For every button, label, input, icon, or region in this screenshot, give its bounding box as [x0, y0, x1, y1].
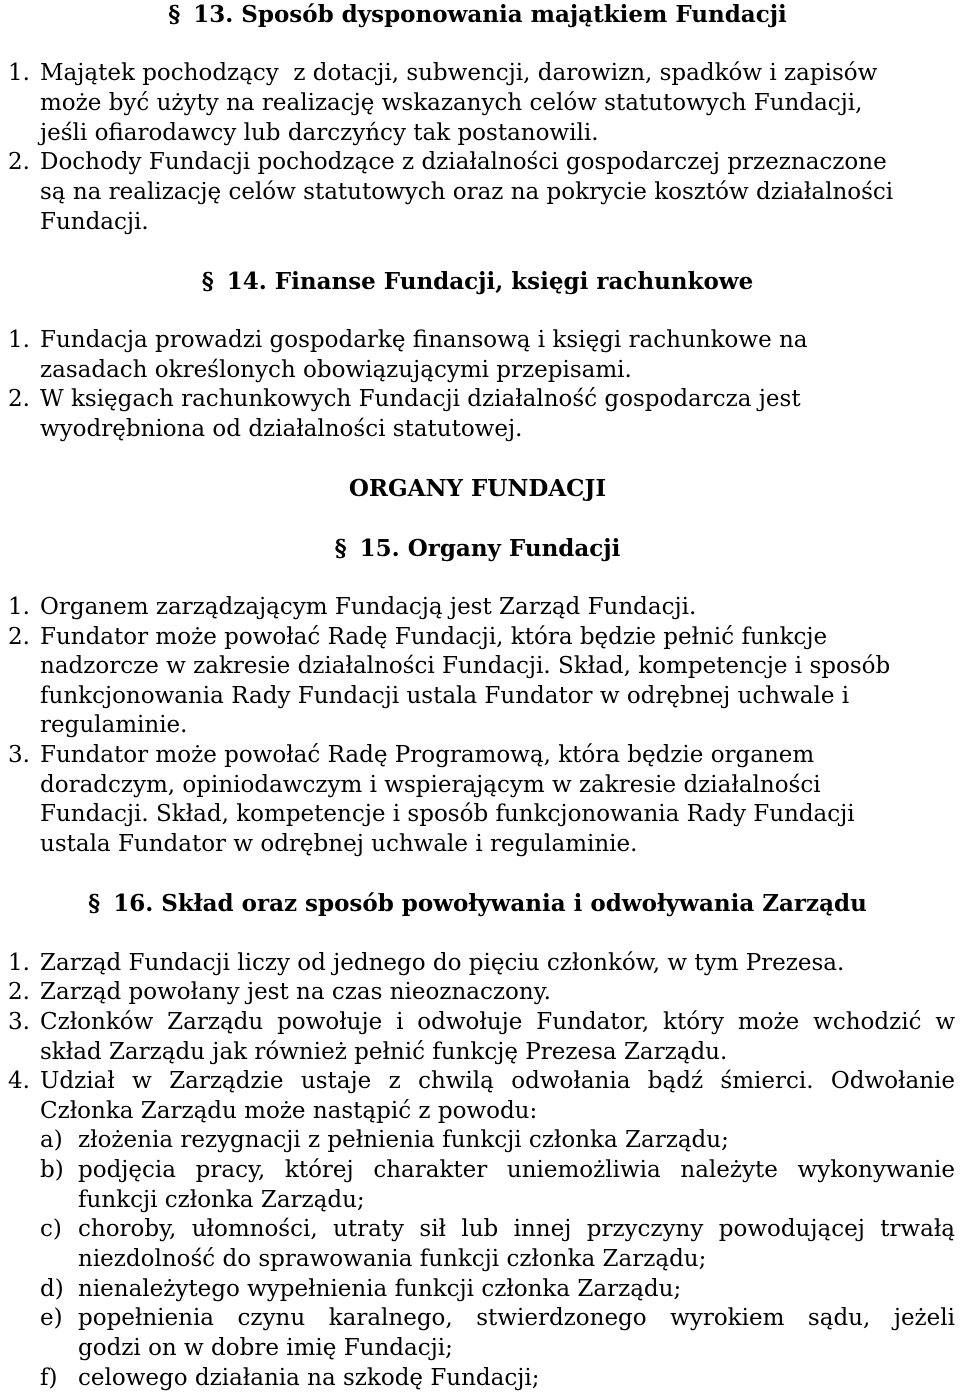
list-item-continuation: [0, 711, 955, 741]
sub-list-item-continuation: [0, 1186, 955, 1216]
section-title: 15. Organy Fundacji: [359, 534, 621, 562]
sub-list-item-continuation: [0, 1245, 955, 1275]
list-item: [0, 978, 955, 1008]
subitem-text: złożenia rezygnacji z pełnienia funkcji członka Zarządu;: [78, 1127, 729, 1154]
section-heading: [0, 267, 955, 297]
item-text: Fundator może powołać Radę Fundacji, która będzie pełnić funkcje: [40, 623, 828, 650]
sub-list-item: [0, 1304, 955, 1334]
subitem-letter: f): [40, 1364, 58, 1391]
item-number: 1.: [8, 60, 30, 87]
list-item: [0, 741, 955, 771]
list-item-continuation: [0, 89, 955, 119]
item-text: regulaminie.: [40, 712, 188, 739]
section-title: 16. Skład oraz sposób powoływania i odwoływania Zarządu: [113, 890, 867, 918]
item-text: ustala Fundator w odrębnej uchwale i regulaminie.: [40, 831, 638, 857]
subitem-text: popełnienia czynu karalnego, stwierdzonego wyrokiem sądu, jeżeli: [78, 1305, 955, 1332]
subitem-letter: a): [40, 1127, 63, 1154]
item-number: 1.: [8, 593, 30, 620]
item-text: Fundacja prowadzi gospodarkę finansową i księgi rachunkowe na: [40, 327, 808, 354]
sub-list-item: [0, 1364, 955, 1394]
subitem-text: funkcji członka Zarządu;: [78, 1186, 365, 1213]
item-text: funkcjonowania Rady Fundacji ustala Fundator w odrębnej uchwale i: [40, 682, 850, 709]
list-item-continuation: [0, 771, 955, 801]
section-sign: §: [201, 267, 214, 295]
list-item-continuation: [0, 208, 955, 238]
item-text: W księgach rachunkowych Fundacji działalność gospodarcza jest: [40, 386, 801, 413]
item-number: 1.: [8, 327, 30, 354]
section-title: 13. Sposób dysponowania majątkiem Fundacji: [193, 1, 787, 28]
list-item: [0, 949, 955, 979]
subitem-letter: e): [40, 1305, 63, 1332]
item-number: 3.: [8, 1008, 30, 1035]
list-item-continuation: [0, 830, 955, 860]
subitem-letter: d): [40, 1275, 64, 1302]
section-sign: §: [334, 534, 347, 562]
item-text: jeśli ofiarodawcy lub darczyńcy tak postanowili.: [40, 119, 599, 146]
list-item-continuation: [0, 682, 955, 712]
list-item: [0, 385, 955, 415]
section-sign: §: [168, 1, 181, 28]
item-text: Dochody Fundacji pochodzące z działalności gospodarczej przeznaczone: [40, 149, 887, 176]
item-text: Zarząd Fundacji liczy od jednego do pięciu członków, w tym Prezesa.: [40, 949, 845, 976]
subitem-text: podjęcia pracy, której charakter uniemożliwia należyte wykonywanie: [78, 1157, 955, 1184]
item-number: 3.: [8, 742, 30, 769]
subitem-letter: c): [40, 1216, 62, 1243]
item-number: 2.: [8, 149, 30, 176]
item-text: Organem zarządzającym Fundacją jest Zarząd Fundacji.: [40, 593, 697, 620]
item-text: Fundacji. Skład, kompetencje i sposób funkcjonowania Rady Fundacji: [40, 801, 855, 828]
list-item: [0, 148, 955, 178]
subitem-letter: b): [40, 1157, 64, 1184]
item-number: 2.: [8, 386, 30, 413]
list-item: [0, 326, 955, 356]
list-item: [0, 623, 955, 653]
list-item: [0, 1067, 955, 1097]
item-text: zasadach określonych obowiązującymi przepisami.: [40, 356, 632, 383]
sub-list-item: [0, 1126, 955, 1156]
sub-list-item: [0, 1275, 955, 1305]
list-item-continuation: [0, 800, 955, 830]
subitem-text: choroby, ułomności, utraty sił lub innej przyczyny powodującej trwałą: [78, 1216, 955, 1243]
sub-list-item-continuation: [0, 1334, 955, 1364]
list-item: [0, 1008, 955, 1038]
list-item-continuation: [0, 652, 955, 682]
item-text: Zarząd powołany jest na czas nieoznaczony.: [40, 979, 551, 1006]
item-number: 1.: [8, 949, 30, 976]
list-item-continuation: [0, 415, 955, 445]
item-text: doradczym, opiniodawczym i wspierającym w zakresie działalności: [40, 771, 821, 798]
item-text: Fundacji.: [40, 208, 149, 235]
section-heading: [0, 889, 955, 919]
item-text: nadzorcze w zakresie działalności Fundacji. Skład, kompetencje i sposób: [40, 653, 891, 680]
subitem-text: nienależytego wypełnienia funkcji członka Zarządu;: [78, 1275, 682, 1302]
chapter-heading: ORGANY FUNDACJI: [348, 475, 607, 503]
list-item-continuation: [0, 119, 955, 149]
item-text: Członka Zarządu może nastąpić z powodu:: [40, 1097, 538, 1124]
item-text: wyodrębniona od działalności statutowej.: [40, 416, 523, 442]
item-text: Udział w Zarządzie ustaje z chwilą odwołania bądź śmierci. Odwołanie: [40, 1068, 955, 1095]
section-title: 14. Finanse Fundacji, księgi rachunkowe: [226, 267, 754, 295]
section-sign: §: [88, 890, 101, 918]
section-heading: [0, 534, 955, 564]
item-text: Fundator może powołać Radę Programową, która będzie organem: [40, 742, 815, 769]
list-item-continuation: [0, 178, 955, 208]
item-number: 4.: [8, 1068, 30, 1095]
list-item-continuation: [0, 1038, 955, 1068]
item-text: są na realizację celów statutowych oraz na pokrycie kosztów działalności: [40, 178, 894, 205]
item-text: może być użyty na realizację wskazanych celów statutowych Fundacji,: [40, 89, 863, 116]
sub-list-item: [0, 1156, 955, 1186]
item-text: skład Zarządu jak również pełnić funkcję Prezesa Zarządu.: [40, 1038, 728, 1065]
list-item: [0, 59, 955, 89]
section-heading: [0, 0, 955, 30]
sub-list-item: [0, 1215, 955, 1245]
item-number: 2.: [8, 979, 30, 1006]
item-text: Członków Zarządu powołuje i odwołuje Fundator, który może wchodzić w: [40, 1008, 955, 1035]
item-number: 2.: [8, 623, 30, 650]
subitem-text: godzi on w dobre imię Fundacji;: [78, 1334, 453, 1361]
item-text: Majątek pochodzący z dotacji, subwencji, darowizn, spadków i zapisów: [40, 60, 878, 87]
list-item: [0, 593, 955, 623]
subitem-text: celowego działania na szkodę Fundacji;: [78, 1364, 540, 1391]
subitem-text: niezdolność do sprawowania funkcji członka Zarządu;: [78, 1245, 707, 1272]
list-item-continuation: [0, 356, 955, 386]
list-item-continuation: [0, 1097, 955, 1127]
